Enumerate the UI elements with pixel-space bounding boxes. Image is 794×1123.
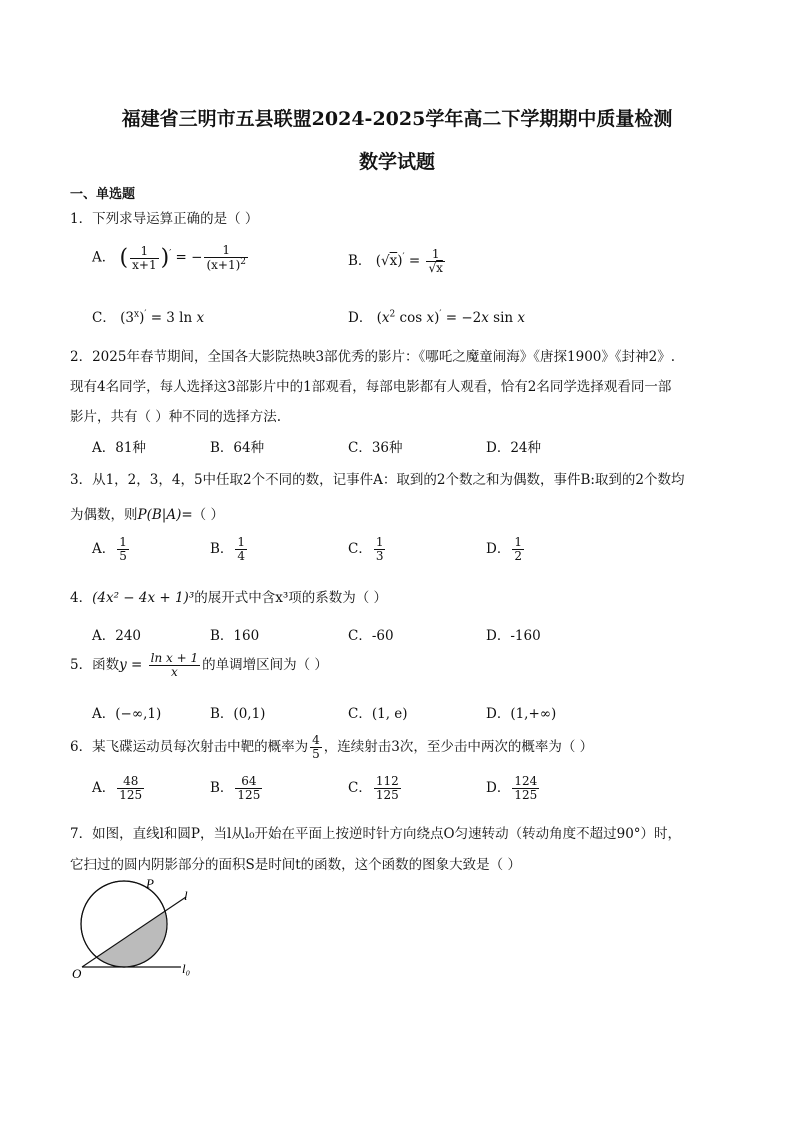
label-o: O <box>72 966 82 981</box>
exam-title: 福建省三明市五县联盟2024-2025学年高二下学期期中质量检测 <box>121 108 673 130</box>
question-4-stem: 4．(4x² − 4x + 1)³的展开式中含x³项的系数为（ ） <box>70 590 388 606</box>
q6-option-c: C． $\frac{112}{125}$ <box>348 774 399 803</box>
q3-option-d: D． $\frac{1}{2}$ <box>486 535 522 564</box>
q3-option-a: A． $\frac{1}{5}$ <box>92 535 127 564</box>
q3-option-c: C． $\frac{1}{3}$ <box>348 535 384 564</box>
q2-option-c: C．36种 <box>348 440 403 456</box>
q6-option-b: B． $\frac{64}{125}$ <box>210 774 261 803</box>
q3-option-b: B． $\frac{1}{4}$ <box>210 535 246 564</box>
q1-option-c: C． $(3^x)' = 3$ ln x <box>92 309 205 326</box>
question-7-line1: 7．如图，直线l和圆P，当l从l₀开始在平面上按逆时针方向绕点O匀速转动（转动角度不超过90°）时， <box>70 826 682 842</box>
q2-option-d: D．24种 <box>486 440 542 456</box>
q1-option-d: D． ($x^2$ cos x)′ = −2x sin x <box>348 309 525 326</box>
label-p: P <box>146 876 154 891</box>
label-l0: l₀ <box>182 961 191 976</box>
question-3-line2: 为偶数，则P(B|A)=（ ） <box>70 507 224 523</box>
question-2-line1: 2．2025年春节期间，全国各大影院热映3部优秀的影片：《哪吒之魔童闹海》《唐探1900》《封神2》. <box>70 349 676 365</box>
q1-option-a: A． ( $\frac{1}{x+1}$ )′ = − $\frac{1}{(x+1)^2}$ <box>92 243 247 273</box>
question-3-line1: 3．从1，2，3，4，5中任取2个不同的数，记事件A：取到的2个数之和为偶数，事件B:取到的2个数均 <box>70 472 685 488</box>
exam-subtitle: 数学试题 <box>358 151 435 173</box>
section-heading: 一、单选题 <box>70 187 136 202</box>
q4-option-d: D．-160 <box>486 628 541 644</box>
q2-option-a: A．81种 <box>92 440 146 456</box>
circle-line-figure <box>66 872 206 982</box>
label-l: l <box>184 888 188 903</box>
question-2-line3: 影片，共有（ ）种不同的选择方法. <box>70 409 282 425</box>
q4-option-b: B．160 <box>210 628 260 644</box>
q2-option-b: B．64种 <box>210 440 265 456</box>
shaded-region <box>82 897 196 967</box>
question-2-line2: 现有4名同学，每人选择这3部影片中的1部观看，每部电影都有人观看，恰有2名同学选择观看同一部 <box>70 379 672 395</box>
q5-option-a: A．(−∞,1) <box>92 706 162 722</box>
question-1-stem: 1．下列求导运算正确的是（ ） <box>70 211 259 227</box>
q6-option-a: A． $\frac{48}{125}$ <box>92 774 143 803</box>
question-6-stem: 6．某飞碟运动员每次射击中靶的概率为 $\frac{4}{5}$ ，连续射击3次，至少击中两次的概率为（ ） <box>70 733 594 762</box>
q4-option-c: C．-60 <box>348 628 394 644</box>
q5-option-d: D．(1,+∞) <box>486 706 557 722</box>
question-5-stem: 5．函数y = $\frac{\text{ln x + 1}}{x}$ 的单调增区间为（ ） <box>70 651 328 680</box>
question-7-line2: 它扫过的圆内阴影部分的面积S是时间t的函数，这个函数的图象大致是（ ） <box>70 857 521 873</box>
q5-option-b: B．(0,1) <box>210 706 266 722</box>
q5-option-c: C．(1, e) <box>348 706 408 722</box>
q4-option-a: A．240 <box>92 628 142 644</box>
q6-option-d: D． $\frac{124}{125}$ <box>486 774 538 803</box>
q1-option-b: B． (√x)′ = $\frac{1}{√x}$ <box>348 247 443 276</box>
